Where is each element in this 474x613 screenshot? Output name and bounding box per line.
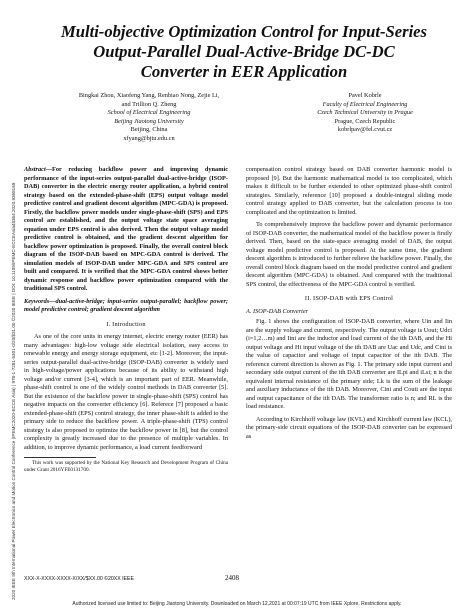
- author-names-cont: and Trillion Q. Zheng: [121, 100, 177, 108]
- right-column: [246, 166, 452, 441]
- author-email: xfyang@bjtu.edu.cn: [123, 134, 175, 142]
- right-paragraph-2: To comprehensively improve the backflow power and dynamic performance of ISOP-DAB converter, the mathematical model of the backflow power is firstly derived. Then, based on the state-space averaging model of DAB, the output voltage model predictive control is proposed. At the same time, the gradient descent algorithm is introduced to further relieve the backflow power. Finally, the overall control block diagram based on the model predictive control and gradient descent algorithm (MPC-GDA) is obtained. And compared with the traditional SPS control, the effectiveness of the MPC-GDA control is verified.: [246, 221, 452, 288]
- author-university: Beijing Jiaotong University: [114, 117, 184, 125]
- footer-copyright: XXX-X-XXXX-XXXX-X/XX/$XX.00 ©20XX IEEE: [24, 576, 134, 582]
- author-email: kobrlpav@fel.cvut.cz: [337, 126, 393, 134]
- page-number: 2408: [225, 574, 239, 582]
- author-block-2: [290, 92, 440, 135]
- right-paragraph-1: compensation control strategy based on DAB converter harmonic model is proposed [9]. But the harmonic mathematical model is too complicated, which makes it difficult to be further extended to other optimized phase-shift control strategies. Similarly, reference [10] proposed a double-integral sliding mode control strategy applied to DAB converter, but the calculation process is too complicated and the optimization is limited.: [246, 166, 452, 216]
- intro-paragraph: As one of the core units in energy internet, electric energy router (EER) has many advantages: high-low voltage side electrical isolation, easy access to renewable energy and energy storage equipment, etc [1-2]. Moreover, the input-series output-parallel dual-active-bridge (ISOP-DAB) converter is widely used in high-voltage/power applications because of its ability to withstand high voltage and/or current [3-4], which is an important part of EER. Meanwhile, phase-shift control is one of the widely control methods in DAB converter [5]. But the existence of the backflow power in single-phase-shift (SPS) control has negative impacts on the converter efficiency [6]. Referece [7] proposed a basic extended-phase-shift (EPS) control strategy, the inner phase-shift is added to the primary side to reduce the backflow power. A triple-phase-shift (TPS) control strategy is also proposed to optimize the backflow power in [8], but the control complexity is greatly increased due to the presence of multiple variables. In addition, to improve dynamic performance, a load current feedforward: [24, 333, 228, 451]
- license-notice: Authorized licensed use limited to: Beijing Jiaotong University. Downloaded on March 12,2021 at 00:07:19 UTC from IEEE Xplore. Restrictions apply.: [72, 601, 402, 607]
- abstract-text: —For reducing backflow power and improving dynamic performance of the input-series output-parallel dual-active-bridge (ISOP-DAB) converter in the electric energy router application, a hybrid control strategy based on the extended-phase-shift (EPS) output voltage model predictive control and gradient descent algorithm (MPC-GDA) is proposed. Firstly, the backflow power models under single-phase-shift (SPS) and EPS control are established, and the output voltage state space averaging equation under EPS control is also derived. Then the output voltage model predictive control is obtained, and the gradient descent algorithm for backflow power optimization is proposed. Finally, the overall control block diagram of the ISOP-DAB based on MPC-GDA control is derived. The simulation models of ISOP-DAB under MPC-GDA and SPS control are built and compared. It is verified that the MPC-GDA control shows better dynamic response and backflow power optimization compared with the traditional SPS control.: [24, 166, 228, 292]
- footnote: This work was supported by the National Key Research and Development Program of China under Grant 2016YFE0131700.: [24, 460, 228, 473]
- section-heading-introduction: I. Introduction: [106, 320, 146, 328]
- title-line-3: Converter in EER Application: [140, 62, 348, 81]
- title-line-1: Multi-objective Optimization Control for Input-Series: [60, 22, 428, 41]
- subsection-heading: A. ISOP-DAB Converter: [246, 307, 309, 315]
- left-column: [24, 166, 228, 473]
- section-heading-model: II. ISOP-DAB with EPS Control: [304, 295, 394, 302]
- author-block-1: [64, 92, 234, 144]
- doi-sidebar-text: 2020 IEEE 9th International Power Electronics and Motion Control Conference (IPEMC2020-ECCE Asia) | 978-1-7281-5301-0/20/$31.00 ©2020 IEEE | DOI: 10.1109/IPEMC-ECCEAsia48364.2020.9368169: [11, 182, 16, 600]
- author-school: School of Electrical Engineering: [107, 109, 191, 117]
- model-paragraph-2: According to Kirchhoff voltage law (KVL) and Kirchhoff current law (KCL), the primary-side circuit equations of the ISOP-DAB converter can be expressed as: [246, 415, 452, 440]
- footnote-rule: [24, 457, 96, 458]
- title-line-2: Output-Parallel Dual-Active-Bridge DC-DC: [93, 42, 395, 61]
- abstract-lead: Abstract: [24, 166, 46, 173]
- abstract: [24, 166, 228, 294]
- author-city: Beijing, China: [130, 126, 168, 134]
- author-names: Bingkai Zhou, Xiaofeng Yang, Renbiao Nong, Zejie Li,: [78, 92, 220, 99]
- paper-title: [24, 22, 464, 82]
- author-city: Prague, Czech Republic: [334, 117, 396, 125]
- author-names: Pavel Kobrle: [348, 92, 382, 99]
- keywords: Keywords—dual-active-bridge; input-series output-parallel; backflow power; model predictive control; gradient descent algorithm: [24, 297, 228, 313]
- model-paragraph-1: Fig. 1 shows the configuration of ISOP-DAB converter, where Uin and Iin are the supply voltage and current, respectively. The output voltage is Uout; Udci (i=1,2…m) and Iini are the inductor and load current of the ith DAB, and the Hi output voltage and Hi input voltage of the ith DAB are Uac and Udc, and Cini is the value of capacitor and voltage of input capacitor of the ith DAB. The reference current direction is shown as Fig. 1. The primary side input current and secondary side output current of the ith DAB converter are ILpi and iLsi; n is the equivalent internal resistance of the primary side; Lk is the sum of the leakage and auxiliary inductance of the ith DAB. Moreover, Cini and Couti are the input and output capacitance of the ith DAB. The transformer ratio is n; and RL is the load resistance.: [246, 318, 452, 410]
- author-university: Czech Technical University in Prague: [317, 109, 413, 117]
- doi-sidebar: [2, 40, 14, 600]
- author-school: Faculty of Electrical Engineering: [322, 100, 408, 108]
